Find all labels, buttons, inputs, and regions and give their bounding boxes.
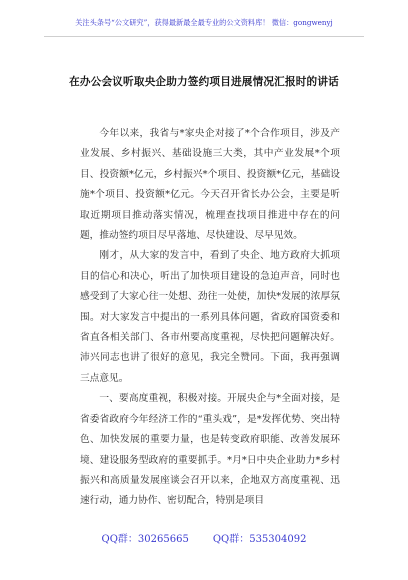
paragraph-2: 刚才，从大家的发言中，看到了央企、地方政府大抓项目的信心和决心，听出了加快项目建设的急迫声音，同时也感受到了大家心往一处想、劲往一处使，加快*发展的浓厚氛围。对大家发言中提出的一系列具体问题，省政府国资委和省直各相关部门、各市州要高度重视，尽快把问题解决好。沛兴同志也讲了很好的意见，我完全赞同。下面，我再强调三点意见。 <box>80 250 340 384</box>
document-title: 在办公会议听取央企助力签约项目进展情况汇报时的讲话 <box>69 76 339 88</box>
paragraph-1: 今年以来，我省与*家央企对接了*个合作项目，涉及产业发展、乡村振兴、基础设施三大类，其中产业发展*个项目、投资额*亿元，乡村振兴*个项目、投资额*亿元，基础设施*个项目、投资额*亿元。今天召开省长办公会，主要是听取近期项目推动落实情况，梳理查找项目推进中存在的问题，推动签约项目尽早落地、尽快建设、尽早见效。 <box>80 128 340 242</box>
document-body <box>80 124 340 512</box>
footer-qq-group-1: QQ群：30265665 <box>101 534 189 545</box>
header-banner: 关注头条号“公文研究”，获得最新最全最专业的公文资料库！ 微信：gongwenyj <box>75 18 333 27</box>
footer-qq-group-2: QQ群：535304092 <box>212 534 307 545</box>
header-divider <box>44 36 364 37</box>
paragraph-3: 一、要高度重视，积极对接。开展央企与*全面对接，是省委省政府今年经济工作的“重头戏”，是*发挥优势、突出特色、加快发展的重要力量，也是转变政府职能、改善发展环境、建设服务型政府的重要抓手。*月*日中央企业助力*乡村振兴和高质量发展座谈会召开以来，企地双方高度重视、迅速行动，通力协作、密切配合，特别是项目 <box>80 393 340 507</box>
footer-qq-groups <box>0 533 408 547</box>
